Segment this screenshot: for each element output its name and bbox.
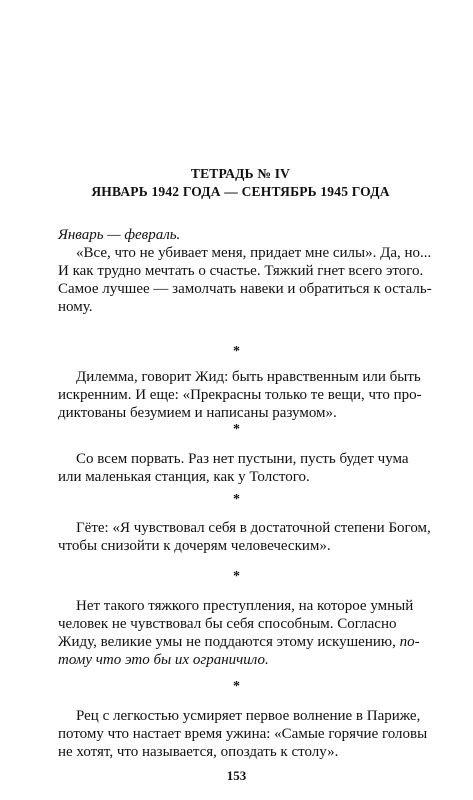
separator-star: * <box>233 569 240 584</box>
notebook-dates: ЯНВАРЬ 1942 ГОДА — СЕНТЯБРЬ 1945 ГОДА <box>91 184 390 199</box>
entry-line <box>58 633 438 651</box>
entry-line: или маленькая станция, как у Толстого. <box>58 469 310 485</box>
entry-line: «Все, что не убивает меня, придает мне силы». Да, но... <box>76 245 432 261</box>
entry-line: чтобы снизойти к дочерям человеческим». <box>58 538 331 554</box>
entry-line: Гёте: «Я чувствовал себя в достаточной степени Богом, <box>76 520 431 536</box>
entry-line: потому что настает время ужина: «Самые горячие головы <box>58 726 428 742</box>
entry-break-all <box>58 450 438 486</box>
entry-line: Самое лучшее — замолчать навеки и обратиться к осталь- <box>58 281 432 297</box>
separator-star: * <box>233 422 240 437</box>
entry-line: ному. <box>58 299 93 315</box>
separator-star: * <box>233 679 240 694</box>
entry-line: Со всем порвать. Раз нет пустыни, пусть будет чума <box>76 451 409 467</box>
entry-crime <box>58 597 438 669</box>
entry-january <box>58 226 438 316</box>
separator-star: * <box>233 492 240 507</box>
entry-date-label: Январь — февраль. <box>58 227 181 243</box>
entry-line: диктованы безумием и написаны разумом». <box>58 405 337 421</box>
entry-retz <box>58 707 438 761</box>
entry-line: Нет такого тяжкого преступления, на которое умный <box>76 598 414 614</box>
entry-line: человек не чувствовал бы себя способным. Согласно <box>58 616 397 632</box>
entry-line: И как трудно мечтать о счастье. Тяжкий гнет всего этого. <box>58 263 424 279</box>
notebook-title: ТЕТРАДЬ № IV <box>190 166 291 181</box>
entry-goethe <box>58 519 438 555</box>
entry-line: Рец с легкостью усмиряет первое волнение в Париже, <box>76 708 421 724</box>
entry-line-italic: по- <box>399 634 420 650</box>
entry-line: не хотят, что называется, опоздать к столу». <box>58 744 339 760</box>
entry-line-part: Жиду, великие умы не поддаются этому искушению, <box>58 634 400 650</box>
entry-line-italic: тому что это бы их ограничило. <box>58 652 269 668</box>
page-number: 153 <box>226 768 247 783</box>
entry-gide-dilemma <box>58 368 438 422</box>
separator-star: * <box>233 344 240 359</box>
entry-line: Дилемма, говорит Жид: быть нравственным или быть <box>76 369 421 385</box>
entry-line: искренним. И еще: «Прекрасны только те вещи, что про- <box>58 387 422 403</box>
